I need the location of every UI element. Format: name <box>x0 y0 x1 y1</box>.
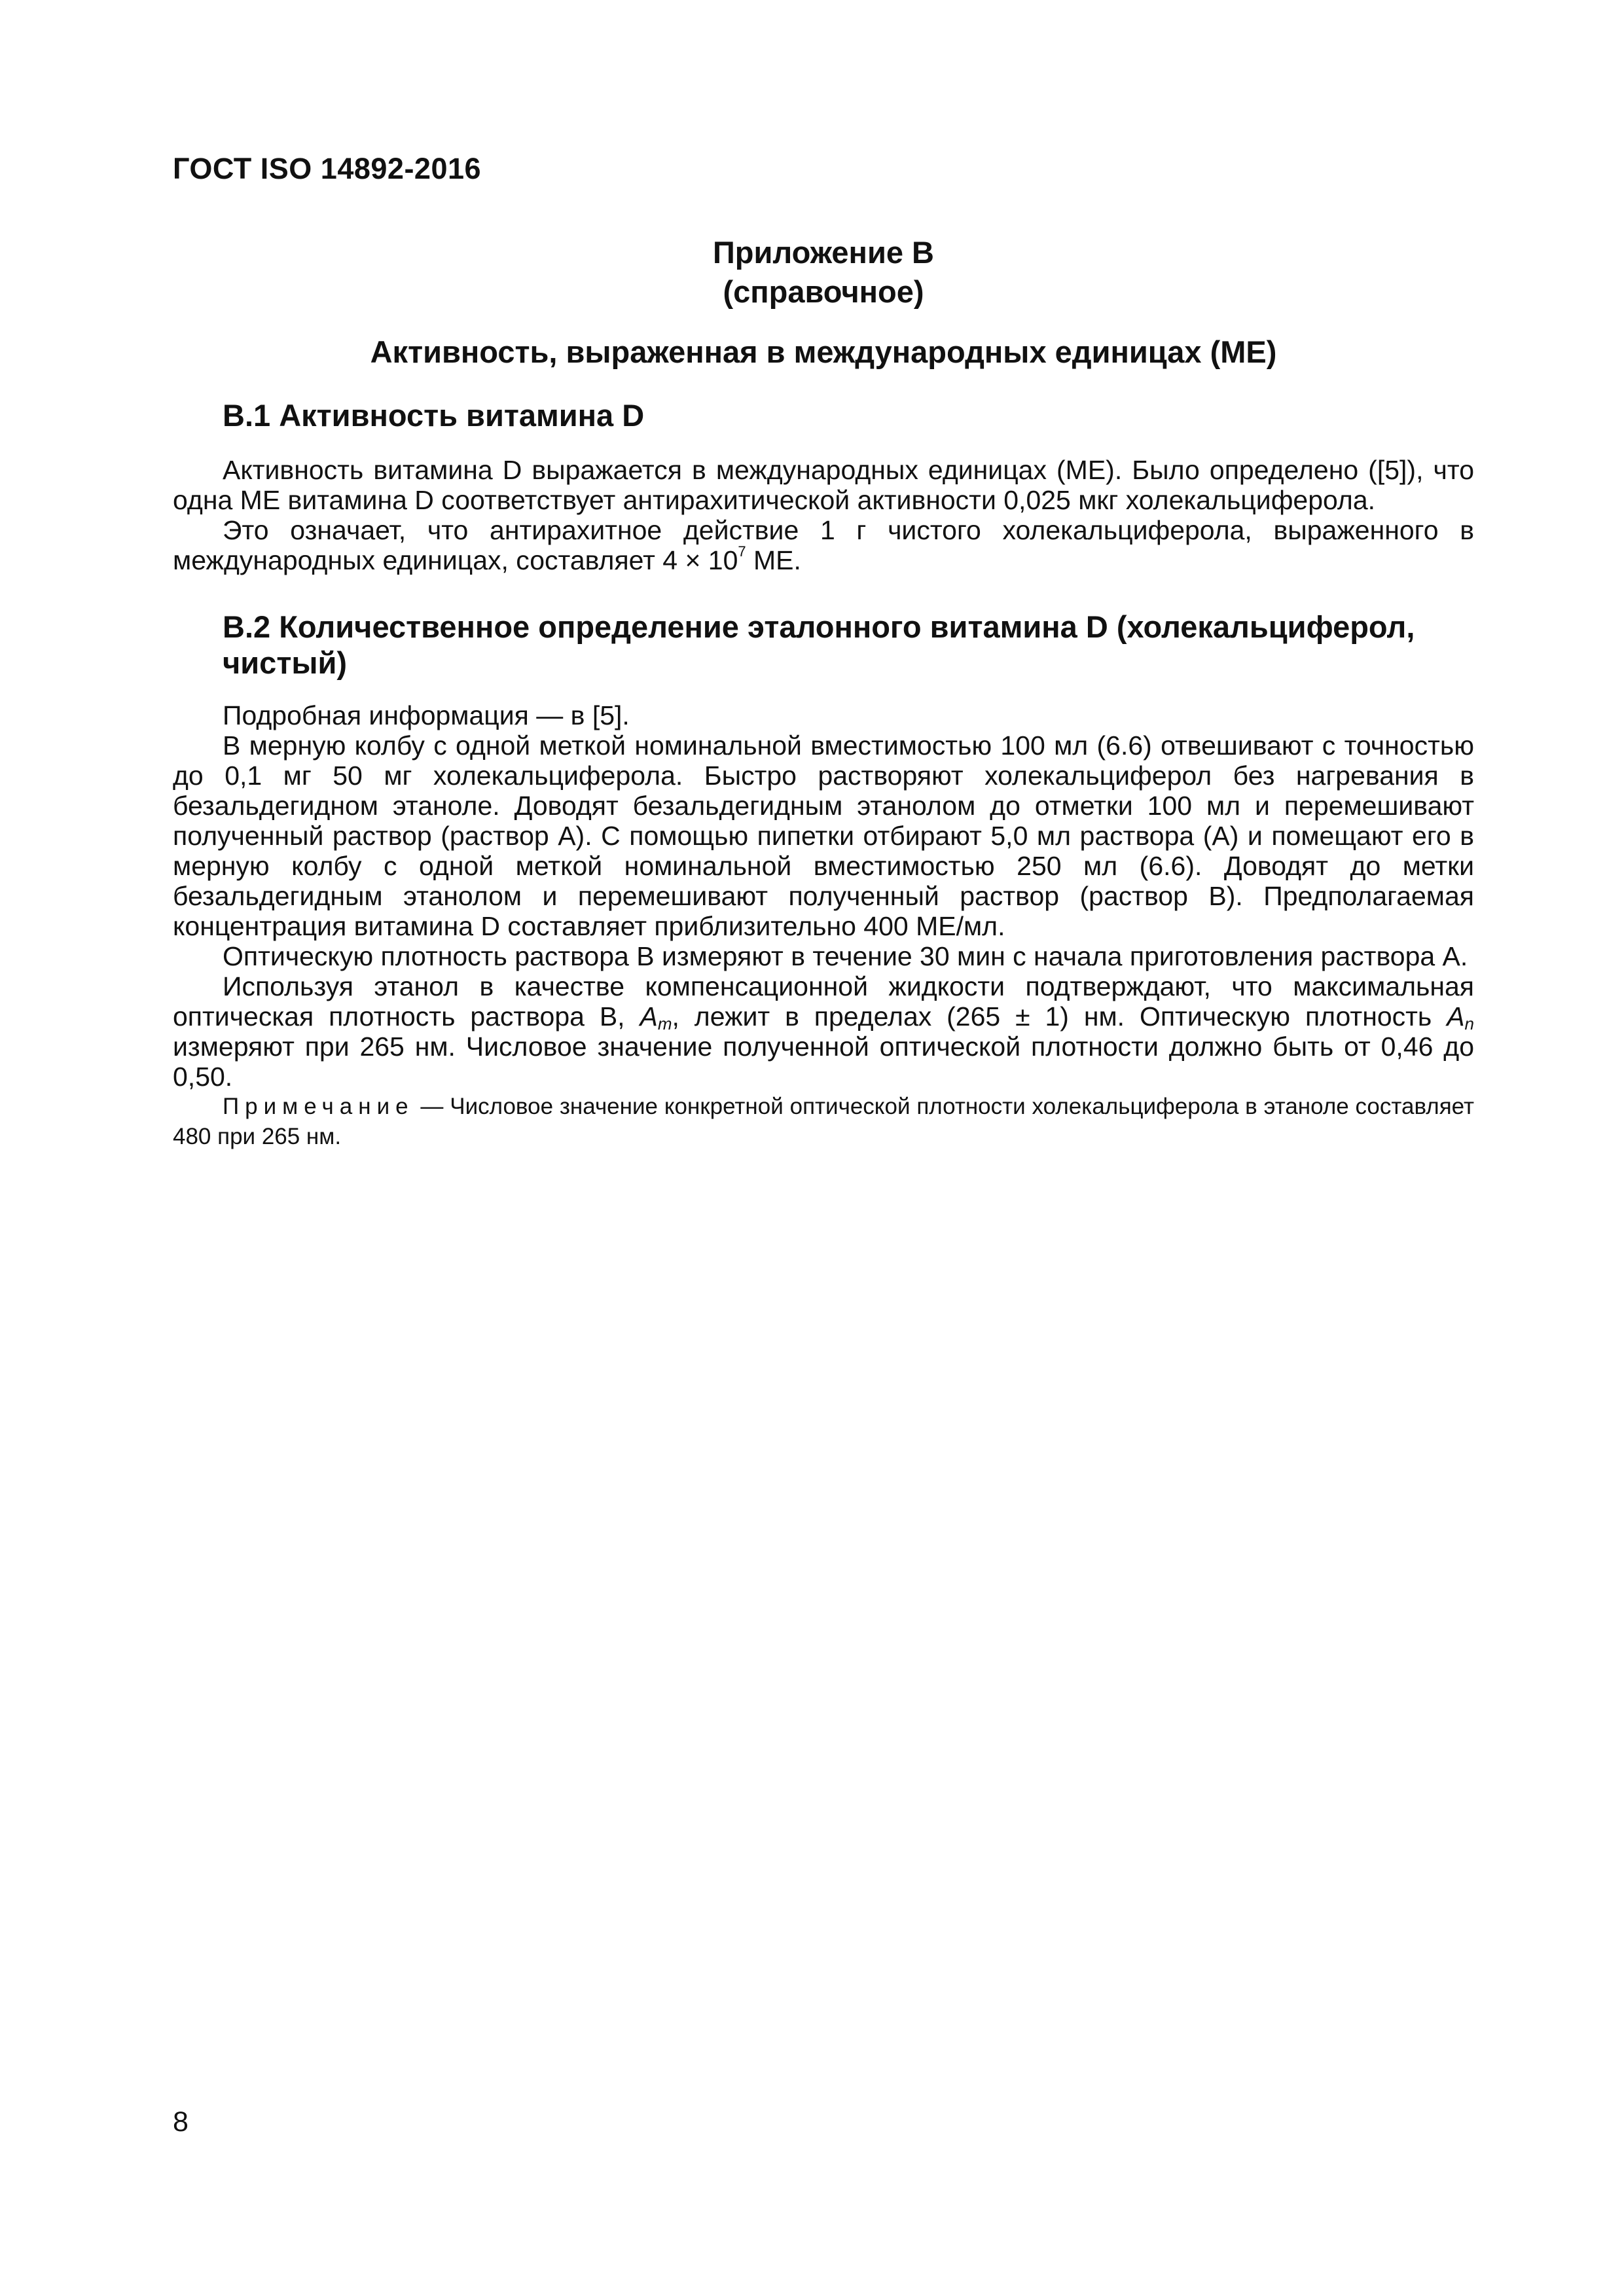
variable-am <box>640 1001 672 1031</box>
standard-code: ГОСТ ISO 14892-2016 <box>173 152 482 185</box>
section-b2-body <box>173 700 1474 1152</box>
unit-text: МЕ. <box>746 545 801 575</box>
paragraph-text: Используя этанол в качестве компенсационной жидкости подтверждают, что максимальная оптическая плотность раствора В, <box>173 971 1474 1031</box>
exponent: 7 <box>738 543 746 560</box>
paragraph <box>173 971 1474 1092</box>
note-text: — Числовое значение конкретной оптической плотности холекальциферола в этаноле составляет 480 при 265 нм. <box>173 1094 1474 1149</box>
appendix-subtitle: (справочное) <box>723 274 924 309</box>
paragraph: Активность витамина D выражается в международных единицах (МЕ). Было определено ([5]), что одна МЕ витамина D соответствует антирахитической активности 0,025 мкг холекальциферола. <box>173 455 1474 515</box>
section-heading-b1: В.1 Активность витамина D <box>223 398 645 433</box>
paragraph-text: измеряют при 265 нм. Числовое значение полученной оптической плотности должно быть от 0,46 до 0,50. <box>173 1031 1474 1092</box>
variable-subscript: m <box>657 1014 672 1033</box>
appendix-title-block <box>173 233 1474 312</box>
variable-base: A <box>640 1001 658 1031</box>
paragraph <box>173 515 1474 575</box>
paragraph: Подробная информация — в [5]. <box>223 700 630 730</box>
paragraph-text: , лежит в пределах (265 ± 1) нм. Оптическую плотность <box>672 1001 1447 1031</box>
paragraph-text: Это означает, что антирахитное действие 1 г чистого холекальциферола, выраженного в международных единицах, составляет 4 × 10 <box>173 515 1474 575</box>
appendix-heading: Активность, выраженная в международных единицах (МЕ) <box>370 334 1277 369</box>
paragraph: В мерную колбу с одной меткой номинальной вместимостью 100 мл (6.6) отвешивают с точностью до 0,1 мг 50 мг холекальциферола. Быстро растворяют холекальциферол без нагревания в безальдегидном этаноле. Доводят безальдегидным этанолом до отметки 100 мл и перемешивают полученный раствор (раствор А). С помощью пипетки отбирают 5,0 мл раствора (А) и помещают его в мерную колбу с одной меткой номинальной вместимостью 250 мл (6.6). Доводят до метки безальдегидным этанолом и перемешивают полученный раствор (раствор В). Предполагаемая концентрация витамина D составляет приблизительно 400 МЕ/мл. <box>173 730 1474 941</box>
variable-subscript: n <box>1464 1014 1475 1033</box>
section-b1-body <box>173 455 1474 575</box>
variable-an <box>1447 1001 1474 1031</box>
note <box>173 1092 1474 1152</box>
appendix-title: Приложение В <box>713 235 934 270</box>
variable-base: A <box>1447 1001 1465 1031</box>
paragraph: Оптическую плотность раствора В измеряют в течение 30 мин с начала приготовления раствора А. <box>223 941 1468 971</box>
note-label: Примечание <box>223 1094 414 1119</box>
page-number: 8 <box>173 2106 189 2138</box>
section-heading-b2: В.2 Количественное определение эталонного витамина D (холекальциферол, чистый) <box>223 609 1415 680</box>
